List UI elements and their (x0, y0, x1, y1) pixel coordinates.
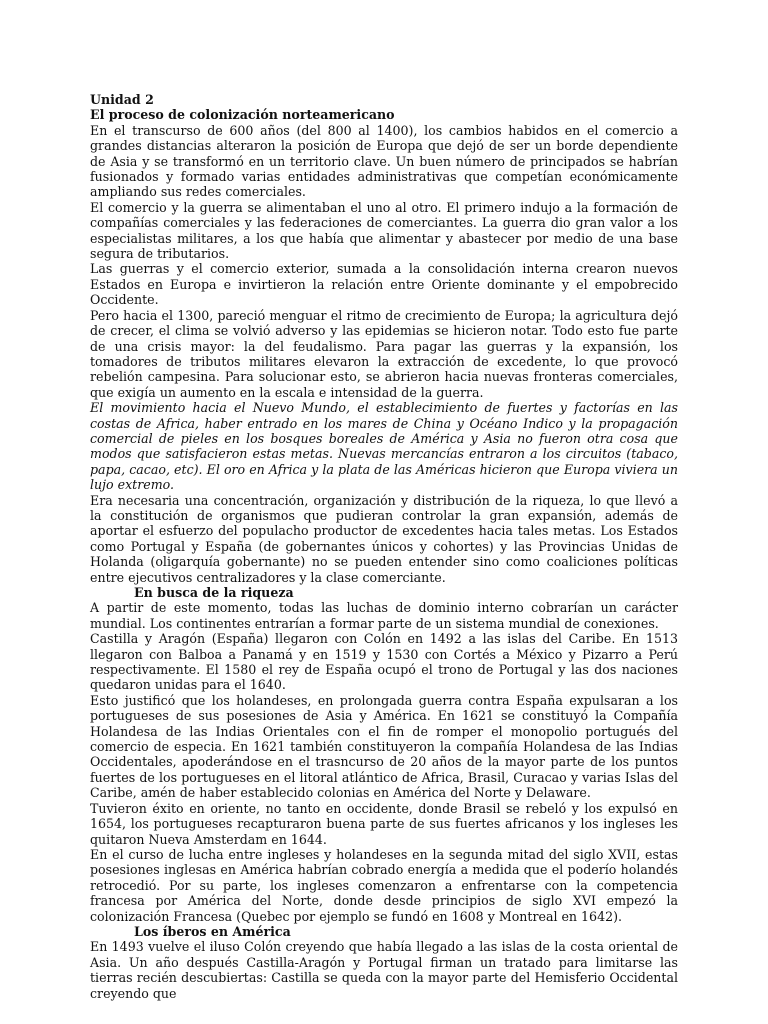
paragraph-after-italic: Era necesaria una concentración, organización y distribución de la riqueza, lo que llevó a la constitución de organismos que pudieran controlar la gran expansión, además de aportar el esfuerzo del populacho productor de excedentes hacia tales metas. Los Estados como Portugal y España (de gobernantes únicos y cohortes) y las Provincias Unidas de Holanda (oligarquía gobernante) no se pueden entender sino como coaliciones políticas entre ejecutivos centralizadores y la clase comerciante. (90, 492, 678, 585)
paragraph-intro-3: Las guerras y el comercio exterior, sumada a la consolidación interna crearon nuevos Estados en Europa e invirtieron la relación entre Oriente dominante y el empobrecido Occidente. (90, 261, 678, 308)
paragraph-intro-2: El comercio y la guerra se alimentaban el uno al otro. El primero indujo a la formación de compañías comerciales y las federaciones de comerciantes. La guerra dio gran valor a los especialistas militares, a los que había que alimentar y abastecer por medio de una base segura de tributarios. (90, 199, 678, 262)
section-heading-iberos: Los íberos en América (134, 923, 291, 939)
paragraph-riqueza-1: A partir de este momento, todas las luchas de dominio interno cobrarían un carácter mundial. Los continentes entrarían a formar parte de un sistema mundial de conexiones. (90, 600, 678, 631)
paragraph-riqueza-3: Esto justificó que los holandeses, en prolongada guerra contra España expulsaran a los portugueses de sus posesiones de Asia y América. En 1621 se constituyó la Compañía Holandesa de las Indias Orientales con el fin de romper el monopolio portugués del comercio de especia. En 1621 también constituyeron la compañía Holandesa de las Indias Occidentales, apoderándose en el trasncurso de 20 años de la mayor parte de los puntos fuertes de los portugueses en el litoral atlántico de Africa, Brasil, Curacao y varias Islas del Caribe, amén de haber establecido colonias en América del Norte y Delaware. (90, 692, 678, 801)
paragraph-intro-4: Pero hacia el 1300, pareció menguar el ritmo de crecimiento de Europa; la agricultura dejó de crecer, el clima se volvió adverso y las epidemias se hicieron notar. Todo esto fue parte de una crisis mayor: la del feudalismo. Para pagar las guerras y la expansión, los tomadores de tributos militares elevaron la extracción de excedente, lo que provocó rebelión campesina. Para solucionar esto, se abrieron hacia nuevas fronteras comerciales, que exigía un aumento en la escala e intensidad de la guerra. (90, 307, 678, 400)
document-page (90, 92, 678, 1001)
paragraph-iberos-1: En 1493 vuelve el iluso Colón creyendo que había llegado a las islas de la costa oriental de Asia. Un año después Castilla-Aragón y Portugal firman un tratado para limitarse las tierras recién descubiertas: Castilla se queda con la mayor parte del Hemisferio Occidental creyendo que (90, 939, 678, 1001)
paragraph-intro-1: En el transcurso de 600 años (del 800 al 1400), los cambios habidos en el comercio a grandes distancias alteraron la posición de Europa que dejó de ser un borde dependiente de Asia y se transformó en un territorio clave. Un buen número de principados se habrían fusionados y formado varias entidades administrativas que competían económicamente ampliando sus redes comerciales. (90, 122, 678, 200)
paragraph-riqueza-4: Tuvieron éxito en oriente, no tanto en occidente, donde Brasil se rebeló y los expulsó en 1654, los portugueses recapturaron buena parte de sus fuertes africanos y los ingleses les quitaron Nueva Amsterdam en 1644. (90, 800, 678, 847)
paragraph-italic: El movimiento hacia el Nuevo Mundo, el establecimiento de fuertes y factorías en las costas de Africa, haber entrado en los mares de China y Océano Indico y la propagación comercial de pieles en los bosques boreales de América y Asia no fueron otra cosa que modos que satisfacieron estas metas. Nuevas mercancías entraron a los circuitos (tabaco, papa, cacao, etc). El oro en Africa y la plata de las Américas hicieron que Europa viviera un lujo extremo. (90, 400, 678, 493)
paragraph-riqueza-5: En el curso de lucha entre ingleses y holandeses en la segunda mitad del siglo XVII, estas posesiones inglesas en América habrían cobrado energía a medida que el poderío holandés retrocedió. Por su parte, los ingleses comenzaron a enfrentarse con la competencia francesa por América del Norte, donde desde principios de siglo XVI empezó la colonización Francesa (Quebec por ejemplo se fundó en 1608 y Montreal en 1642). (90, 846, 678, 924)
document-title: El proceso de colonización norteamericano (90, 107, 395, 123)
section-heading-riqueza: En busca de la riqueza (134, 585, 294, 600)
unit-label: Unidad 2 (90, 92, 154, 107)
paragraph-riqueza-2: Castilla y Aragón (España) llegaron con Colón en 1492 a las islas del Caribe. En 1513 llegaron con Balboa a Panamá y en 1519 y 1530 con Cortés a México y Pizarro a Perú respectivamente. El 1580 el rey de España ocupó el trono de Portugal y las dos naciones quedaron unidas para el 1640. (90, 631, 678, 693)
